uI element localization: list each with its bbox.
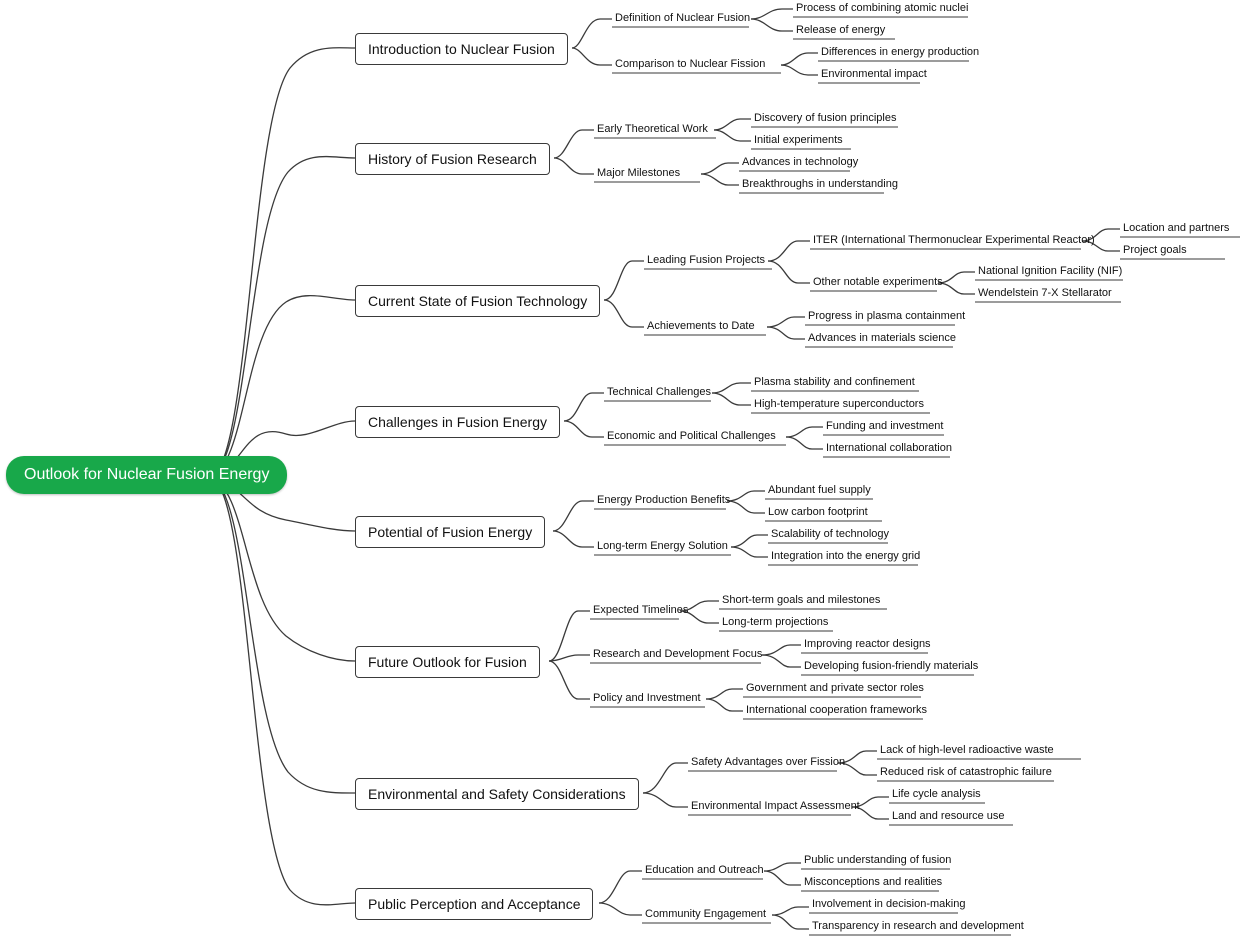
branch-node-potential-of-fusion-energy[interactable]: Potential of Fusion Energy (355, 516, 545, 548)
subtopic-node[interactable]: Expected Timelines (593, 604, 689, 616)
leaf-node[interactable]: Transparency in research and development (812, 920, 1024, 932)
subtopic-node[interactable]: Leading Fusion Projects (647, 254, 766, 266)
subtopic-node[interactable]: Safety Advantages over Fission (691, 756, 846, 768)
subtopic-node[interactable]: Technical Challenges (607, 386, 711, 398)
leaf-node[interactable]: Abundant fuel supply (768, 484, 871, 496)
leaf-node[interactable]: Discovery of fusion principles (754, 112, 897, 124)
leaf-node[interactable]: Environmental impact (821, 68, 927, 80)
leaf-node[interactable]: Project goals (1123, 244, 1187, 256)
leaf-node[interactable]: Progress in plasma containment (808, 310, 966, 322)
subtopic-node[interactable]: Major Milestones (597, 167, 681, 179)
leaf-node[interactable]: Advances in materials science (808, 332, 956, 344)
leaf-node[interactable]: Release of energy (796, 24, 886, 36)
leaf-node[interactable]: Lack of high-level radioactive waste (880, 744, 1054, 756)
leaf-node[interactable]: International cooperation frameworks (746, 704, 927, 716)
branch-node-public-perception-and-acceptance[interactable]: Public Perception and Acceptance (355, 888, 593, 920)
leaf-node[interactable]: Initial experiments (754, 134, 843, 146)
leaf-node[interactable]: Short-term goals and milestones (722, 594, 881, 606)
subtopic-node[interactable]: Research and Development Focus (593, 648, 763, 660)
branch-node-environmental-and-safety-considerations[interactable]: Environmental and Safety Considerations (355, 778, 639, 810)
leaf-node[interactable]: National Ignition Facility (NIF) (978, 265, 1123, 277)
subtopic-node[interactable]: Energy Production Benefits (597, 494, 731, 506)
subtopic-node[interactable]: Community Engagement (645, 908, 767, 920)
branch-node-challenges-in-fusion-energy[interactable]: Challenges in Fusion Energy (355, 406, 560, 438)
root-node[interactable]: Outlook for Nuclear Fusion Energy (6, 456, 287, 494)
leaf-node[interactable]: ITER (International Thermonuclear Experimental Reactor) (813, 234, 1095, 246)
subtopic-node[interactable]: Environmental Impact Assessment (691, 800, 860, 812)
subtopic-node[interactable]: Long-term Energy Solution (597, 540, 728, 552)
leaf-node[interactable]: Differences in energy production (821, 46, 980, 58)
leaf-node[interactable]: Funding and investment (826, 420, 944, 432)
leaf-node[interactable]: Improving reactor designs (804, 638, 931, 650)
leaf-node[interactable]: Misconceptions and realities (804, 876, 943, 888)
subtopic-node[interactable]: Policy and Investment (593, 692, 701, 704)
subtopic-node[interactable]: Early Theoretical Work (597, 123, 708, 135)
subtopic-node[interactable]: Definition of Nuclear Fusion (615, 12, 751, 24)
leaf-node[interactable]: Low carbon footprint (768, 506, 868, 518)
leaf-node[interactable]: Advances in technology (742, 156, 859, 168)
subtopic-node[interactable]: Economic and Political Challenges (607, 430, 776, 442)
branch-node-future-outlook-for-fusion[interactable]: Future Outlook for Fusion (355, 646, 540, 678)
leaf-node[interactable]: Breakthroughs in understanding (742, 178, 898, 190)
leaf-node[interactable]: Process of combining atomic nuclei (796, 2, 969, 14)
leaf-node[interactable]: Government and private sector roles (746, 682, 924, 694)
subtopic-node[interactable]: Education and Outreach (645, 864, 764, 876)
leaf-node[interactable]: Involvement in decision-making (812, 898, 966, 910)
branch-node-current-state-of-fusion-technology[interactable]: Current State of Fusion Technology (355, 285, 600, 317)
subtopic-node[interactable]: Comparison to Nuclear Fission (615, 58, 766, 70)
leaf-node[interactable]: Integration into the energy grid (771, 550, 921, 562)
leaf-node[interactable]: Wendelstein 7-X Stellarator (978, 287, 1112, 299)
branch-node-introduction-to-nuclear-fusion[interactable]: Introduction to Nuclear Fusion (355, 33, 568, 65)
leaf-node[interactable]: Scalability of technology (771, 528, 890, 540)
leaf-node[interactable]: Long-term projections (722, 616, 829, 628)
leaf-node[interactable]: Other notable experiments (813, 276, 943, 288)
leaf-node[interactable]: Public understanding of fusion (804, 854, 952, 866)
leaf-node[interactable]: Land and resource use (892, 810, 1005, 822)
leaf-node[interactable]: International collaboration (826, 442, 952, 454)
leaf-node[interactable]: Life cycle analysis (892, 788, 981, 800)
subtopic-node[interactable]: Achievements to Date (647, 320, 755, 332)
leaf-node[interactable]: Location and partners (1123, 222, 1230, 234)
leaf-node[interactable]: Developing fusion-friendly materials (804, 660, 979, 672)
leaf-node[interactable]: High-temperature superconductors (754, 398, 924, 410)
branch-node-history-of-fusion-research[interactable]: History of Fusion Research (355, 143, 550, 175)
leaf-node[interactable]: Plasma stability and confinement (754, 376, 915, 388)
leaf-node[interactable]: Reduced risk of catastrophic failure (880, 766, 1052, 778)
